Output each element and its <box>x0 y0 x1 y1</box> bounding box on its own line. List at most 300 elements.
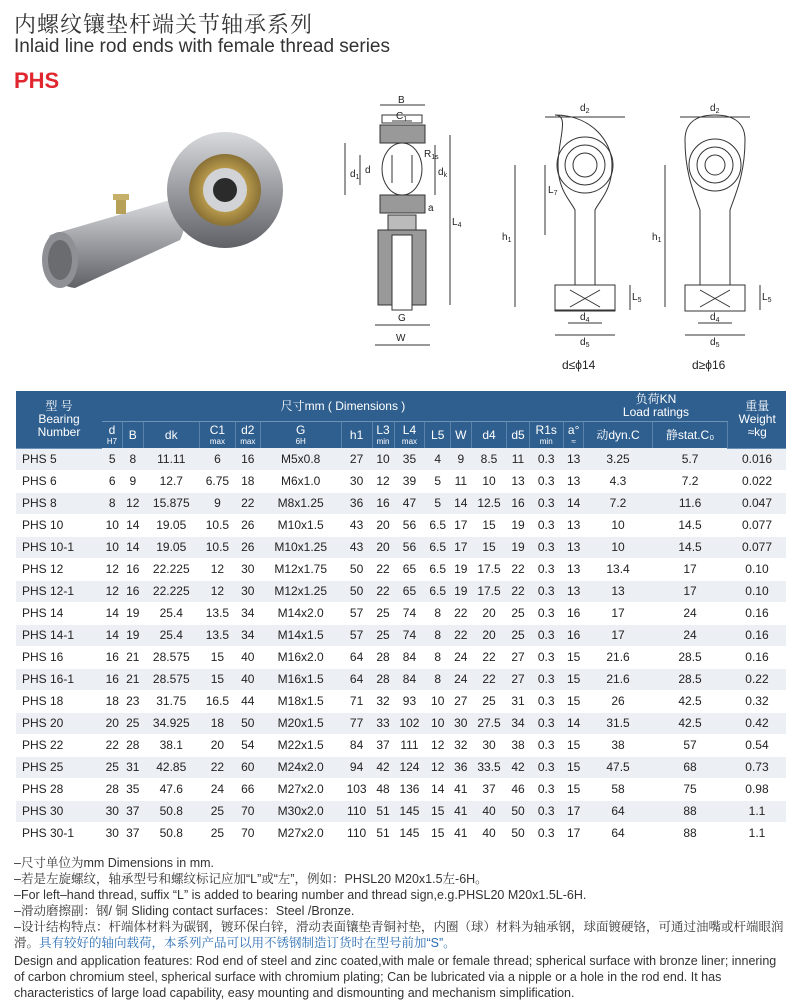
bearing-number-cell: PHS 6 <box>16 470 102 492</box>
table-cell: 50.8 <box>143 800 199 822</box>
table-cell: 75 <box>652 778 728 800</box>
table-cell: 4.3 <box>584 470 652 492</box>
bearing-number-cell: PHS 14 <box>16 602 102 624</box>
table-cell: 48 <box>372 778 394 800</box>
table-cell: 10 <box>584 536 652 558</box>
bearing-number-cell: PHS 5 <box>16 448 102 470</box>
table-cell: 56 <box>394 514 425 536</box>
table-cell: 50 <box>341 558 372 580</box>
table-cell: 17 <box>584 624 652 646</box>
table-cell: 14 <box>563 492 584 514</box>
table-cell: 0.022 <box>728 470 786 492</box>
table-cell: 25 <box>199 822 235 844</box>
table-row <box>16 514 786 536</box>
table-cell: 0.73 <box>728 756 786 778</box>
table-cell: 0.22 <box>728 668 786 690</box>
table-cell: 39 <box>394 470 425 492</box>
table-cell: 34 <box>507 712 529 734</box>
label-d2-right: $d_2$ <box>710 103 720 115</box>
table-cell: 12 <box>372 470 394 492</box>
table-cell: 14 <box>123 536 144 558</box>
table-cell: 26 <box>235 536 260 558</box>
table-row <box>16 668 786 690</box>
table-cell: 22 <box>451 624 472 646</box>
table-cell: 35 <box>394 448 425 470</box>
col-d4: d4 <box>471 422 507 448</box>
col-model: 型 号 Bearing Number <box>16 391 102 448</box>
table-cell: 54 <box>235 734 260 756</box>
table-cell: 17.5 <box>471 558 507 580</box>
table-cell: 24 <box>451 646 472 668</box>
table-cell: 25.4 <box>143 602 199 624</box>
table-cell: 8 <box>102 492 123 514</box>
table-cell: 84 <box>394 646 425 668</box>
label-d5-right: $d_5$ <box>710 337 720 349</box>
table-cell: 0.3 <box>529 536 563 558</box>
table-cell: 16 <box>102 646 123 668</box>
table-cell: 14 <box>123 514 144 536</box>
table-cell: 41 <box>451 778 472 800</box>
table-cell: 8 <box>123 448 144 470</box>
col-d5: d5 <box>507 422 529 448</box>
table-cell: 20 <box>471 624 507 646</box>
table-cell: 0.3 <box>529 558 563 580</box>
table-cell: 30 <box>235 580 260 602</box>
label-d5-left: $d_5$ <box>580 337 590 349</box>
table-cell: 15 <box>563 734 584 756</box>
table-cell: M6x1.0 <box>260 470 341 492</box>
table-cell: 6.5 <box>425 514 451 536</box>
table-cell: 22 <box>471 668 507 690</box>
table-cell: 34 <box>235 602 260 624</box>
table-cell: 64 <box>341 646 372 668</box>
table-cell: 16 <box>507 492 529 514</box>
table-cell: M12x1.75 <box>260 558 341 580</box>
note-contact-surfaces: –滑动磨擦副：钢/ 铜 Sliding contact surfaces：Steel /Bronze. <box>14 904 355 918</box>
table-cell: 13 <box>563 580 584 602</box>
table-cell: 13 <box>507 470 529 492</box>
table-cell: 145 <box>394 800 425 822</box>
table-cell: 33.5 <box>471 756 507 778</box>
table-cell: 110 <box>341 800 372 822</box>
table-cell: 0.3 <box>529 690 563 712</box>
col-a: a° ≈ <box>563 422 584 448</box>
table-cell: 10 <box>425 690 451 712</box>
table-cell: 15 <box>563 690 584 712</box>
table-cell: 47 <box>394 492 425 514</box>
table-cell: 0.98 <box>728 778 786 800</box>
table-cell: 24 <box>199 778 235 800</box>
table-cell: 31 <box>507 690 529 712</box>
table-cell: 8 <box>425 668 451 690</box>
table-cell: 30 <box>451 712 472 734</box>
table-cell: 12.7 <box>143 470 199 492</box>
table-cell: 20 <box>199 734 235 756</box>
caption-large: d≥ϕ16 <box>692 358 726 372</box>
table-row <box>16 580 786 602</box>
table-cell: 42 <box>507 756 529 778</box>
table-cell: 110 <box>341 822 372 844</box>
note-design-cn: –设计结构特点：杆端体材料为碳钢，镀环保白锌，滑动表面镶垫青铜衬垫，内圈（球）材料为轴承钢，球面镀硬铬，可通过油嘴或杆端眼润滑。具有较好的轴向载荷，本系列产品可以用不锈钢制造订货时在型号前加“S”。 <box>14 920 784 950</box>
table-cell: 64 <box>341 668 372 690</box>
col-load: 负荷KN Load ratings <box>584 391 728 422</box>
table-cell: 15 <box>563 778 584 800</box>
table-cell: 11.6 <box>652 492 728 514</box>
label-d2-left: $d_2$ <box>580 103 590 115</box>
col-L5: L5 <box>425 422 451 448</box>
table-cell: M27x2.0 <box>260 822 341 844</box>
table-cell: M5x0.8 <box>260 448 341 470</box>
label-C1: $C_1$ <box>396 111 408 123</box>
table-cell: 26 <box>235 514 260 536</box>
label-d4-left: $d_4$ <box>580 312 590 324</box>
table-cell: 20 <box>102 712 123 734</box>
label-R1s: $R_{1s}$ <box>424 149 439 161</box>
table-cell: 6 <box>102 470 123 492</box>
table-cell: 84 <box>394 668 425 690</box>
table-cell: 46 <box>507 778 529 800</box>
table-row <box>16 448 786 470</box>
table-cell: 0.3 <box>529 712 563 734</box>
table-cell: 16 <box>123 558 144 580</box>
bearing-number-cell: PHS 14-1 <box>16 624 102 646</box>
table-row <box>16 756 786 778</box>
label-h1-right: $h_1$ <box>652 232 662 244</box>
table-cell: 30 <box>471 734 507 756</box>
table-row <box>16 690 786 712</box>
table-cell: 50 <box>341 580 372 602</box>
table-cell: 44 <box>235 690 260 712</box>
table-cell: 94 <box>341 756 372 778</box>
table-cell: 58 <box>584 778 652 800</box>
col-L3: L3 min <box>372 422 394 448</box>
table-cell: 6 <box>199 448 235 470</box>
table-cell: 16 <box>102 668 123 690</box>
bearing-number-cell: PHS 10 <box>16 514 102 536</box>
table-cell: 0.3 <box>529 646 563 668</box>
table-cell: 30 <box>102 800 123 822</box>
label-G: G <box>398 313 406 324</box>
table-cell: 6.5 <box>425 580 451 602</box>
table-cell: 0.3 <box>529 778 563 800</box>
table-cell: 15 <box>425 822 451 844</box>
table-cell: 0.10 <box>728 558 786 580</box>
table-cell: 19 <box>123 624 144 646</box>
table-cell: 12 <box>199 580 235 602</box>
table-cell: 21 <box>123 668 144 690</box>
table-cell: 25 <box>507 602 529 624</box>
col-C1: C1 max <box>199 422 235 448</box>
table-cell: 6.5 <box>425 536 451 558</box>
table-cell: 0.077 <box>728 536 786 558</box>
col-weight: 重量 Weight ≈kg <box>728 391 786 448</box>
col-G: G 6H <box>260 422 341 448</box>
table-cell: 16 <box>372 492 394 514</box>
table-cell: 17.5 <box>471 580 507 602</box>
table-cell: 33 <box>372 712 394 734</box>
table-cell: 0.16 <box>728 602 786 624</box>
label-B: B <box>398 95 405 106</box>
bearing-number-cell: PHS 30 <box>16 800 102 822</box>
table-cell: 22.225 <box>143 558 199 580</box>
table-cell: 93 <box>394 690 425 712</box>
label-a: a <box>428 203 434 214</box>
notes <box>14 855 789 1001</box>
table-cell: M16x1.5 <box>260 668 341 690</box>
table-cell: 27 <box>341 448 372 470</box>
table-cell: 38.1 <box>143 734 199 756</box>
table-cell: 5 <box>425 492 451 514</box>
table-cell: 19 <box>123 602 144 624</box>
table-cell: 31 <box>123 756 144 778</box>
table-cell: 15 <box>199 668 235 690</box>
table-cell: 5 <box>425 470 451 492</box>
bearing-number-cell: PHS 18 <box>16 690 102 712</box>
table-cell: 25 <box>199 800 235 822</box>
table-cell: M18x1.5 <box>260 690 341 712</box>
note-left-thread-en: –For left–hand thread, suffix “L” is added to bearing number and thread sign,e.g.PHSL20 M20x1.5L-6H. <box>14 888 587 902</box>
table-cell: 15 <box>563 756 584 778</box>
label-dk: $d_k$ <box>438 167 448 179</box>
table-cell: 9 <box>451 448 472 470</box>
table-cell: 24 <box>652 624 728 646</box>
technical-drawings <box>340 95 790 385</box>
table-cell: 25 <box>372 602 394 624</box>
spec-table <box>16 391 786 845</box>
table-cell: 27 <box>451 690 472 712</box>
table-cell: 124 <box>394 756 425 778</box>
table-cell: 8 <box>425 602 451 624</box>
table-cell: 0.3 <box>529 514 563 536</box>
table-cell: 21 <box>123 646 144 668</box>
table-cell: 27.5 <box>471 712 507 734</box>
table-cell: 74 <box>394 624 425 646</box>
table-cell: 103 <box>341 778 372 800</box>
table-cell: 0.16 <box>728 624 786 646</box>
table-cell: 16 <box>123 580 144 602</box>
table-cell: 16 <box>563 602 584 624</box>
table-cell: 14 <box>451 492 472 514</box>
table-cell: 22 <box>451 602 472 624</box>
table-cell: 12 <box>425 756 451 778</box>
table-row <box>16 536 786 558</box>
table-cell: 40 <box>471 822 507 844</box>
table-cell: 17 <box>563 822 584 844</box>
table-cell: 25 <box>507 624 529 646</box>
table-row <box>16 602 786 624</box>
table-cell: 5.7 <box>652 448 728 470</box>
col-R1s: R1s min <box>529 422 563 448</box>
table-cell: 0.016 <box>728 448 786 470</box>
table-cell: 19 <box>507 514 529 536</box>
table-cell: 42.85 <box>143 756 199 778</box>
page-title-en: Inlaid line rod ends with female thread series <box>14 36 390 57</box>
table-cell: 65 <box>394 558 425 580</box>
table-cell: M14x1.5 <box>260 624 341 646</box>
col-d2: d2 max <box>235 422 260 448</box>
table-cell: 74 <box>394 602 425 624</box>
table-cell: 10.5 <box>199 536 235 558</box>
table-cell: 7.2 <box>584 492 652 514</box>
table-cell: 145 <box>394 822 425 844</box>
table-cell: 0.3 <box>529 756 563 778</box>
table-cell: 17 <box>584 602 652 624</box>
table-cell: 20 <box>471 602 507 624</box>
table-cell: 10 <box>584 514 652 536</box>
table-cell: 0.3 <box>529 492 563 514</box>
bearing-number-cell: PHS 16-1 <box>16 668 102 690</box>
table-cell: 16 <box>235 448 260 470</box>
table-cell: 28 <box>102 778 123 800</box>
table-cell: 9 <box>199 492 235 514</box>
table-cell: 0.3 <box>529 734 563 756</box>
table-cell: M22x1.5 <box>260 734 341 756</box>
table-cell: 42.5 <box>652 712 728 734</box>
table-cell: 14.5 <box>652 514 728 536</box>
table-cell: 35 <box>123 778 144 800</box>
table-cell: 11.11 <box>143 448 199 470</box>
table-cell: 0.3 <box>529 448 563 470</box>
table-cell: 11 <box>451 470 472 492</box>
table-cell: 88 <box>652 822 728 844</box>
table-cell: 27 <box>507 646 529 668</box>
table-cell: 57 <box>341 602 372 624</box>
table-cell: 34.925 <box>143 712 199 734</box>
section-view <box>345 95 462 345</box>
table-row <box>16 800 786 822</box>
table-row <box>16 778 786 800</box>
table-cell: 0.42 <box>728 712 786 734</box>
table-cell: M20x1.5 <box>260 712 341 734</box>
note-left-thread-cn: –若是左旋螺纹，轴承型号和螺纹标记应加“L”或“左”，例如：PHSL20 M20x1.5左-6H。 <box>14 872 488 886</box>
table-cell: M30x2.0 <box>260 800 341 822</box>
table-cell: 64 <box>584 822 652 844</box>
table-cell: 14 <box>102 624 123 646</box>
table-cell: 50 <box>507 822 529 844</box>
table-cell: 11 <box>507 448 529 470</box>
col-dyn: 动dyn.C <box>584 422 652 448</box>
table-cell: 70 <box>235 800 260 822</box>
table-cell: 0.32 <box>728 690 786 712</box>
table-cell: 20 <box>372 536 394 558</box>
table-cell: 36 <box>341 492 372 514</box>
table-cell: 10 <box>372 448 394 470</box>
table-cell: 51 <box>372 822 394 844</box>
table-cell: 15 <box>199 646 235 668</box>
table-cell: 16.5 <box>199 690 235 712</box>
table-cell: 15 <box>471 514 507 536</box>
table-cell: 31.75 <box>143 690 199 712</box>
table-cell: 77 <box>341 712 372 734</box>
table-cell: 18 <box>199 712 235 734</box>
table-cell: 25 <box>123 712 144 734</box>
page-title-cn: 内螺纹镶垫杆端关节轴承系列 <box>14 12 314 37</box>
table-cell: 22 <box>372 558 394 580</box>
table-cell: 0.047 <box>728 492 786 514</box>
table-cell: M24x2.0 <box>260 756 341 778</box>
table-cell: 37 <box>123 800 144 822</box>
table-cell: 13 <box>563 558 584 580</box>
table-row <box>16 712 786 734</box>
table-row <box>16 470 786 492</box>
col-W: W <box>451 422 472 448</box>
table-cell: 38 <box>507 734 529 756</box>
table-cell: 19 <box>507 536 529 558</box>
bearing-number-cell: PHS 12-1 <box>16 580 102 602</box>
table-cell: 15 <box>563 668 584 690</box>
table-cell: 12 <box>199 558 235 580</box>
table-cell: 17 <box>451 536 472 558</box>
note-design-en: Design and application features: Rod end of steel and zinc coated,with male or female thread; spherical surface with bronze liner; innering of carbon chromium steel, spherical surface with chromium plating; Can be lubricated via a nipple or a hole in the rod end. It has characteristics of large load capability, easy mounting and dismounting and mechanism simplification. <box>14 954 777 1000</box>
bearing-number-cell: PHS 28 <box>16 778 102 800</box>
table-cell: 50 <box>507 800 529 822</box>
table-cell: 0.3 <box>529 624 563 646</box>
table-cell: 88 <box>652 800 728 822</box>
table-cell: 24 <box>451 668 472 690</box>
table-cell: 12 <box>102 580 123 602</box>
table-cell: 15.875 <box>143 492 199 514</box>
table-cell: 47.5 <box>584 756 652 778</box>
table-cell: 21.6 <box>584 646 652 668</box>
table-cell: 17 <box>652 580 728 602</box>
table-cell: 16 <box>563 624 584 646</box>
table-cell: 50.8 <box>143 822 199 844</box>
table-cell: 7.2 <box>652 470 728 492</box>
bearing-number-cell: PHS 16 <box>16 646 102 668</box>
bearing-number-cell: PHS 20 <box>16 712 102 734</box>
table-cell: M27x2.0 <box>260 778 341 800</box>
table-cell: 17 <box>652 558 728 580</box>
table-cell: 47.6 <box>143 778 199 800</box>
table-cell: 0.3 <box>529 822 563 844</box>
table-cell: 43 <box>341 514 372 536</box>
table-cell: 111 <box>394 734 425 756</box>
table-cell: 10 <box>425 712 451 734</box>
table-cell: 18 <box>102 690 123 712</box>
table-cell: 136 <box>394 778 425 800</box>
table-cell: 14 <box>425 778 451 800</box>
table-cell: 32 <box>451 734 472 756</box>
table-cell: 28.5 <box>652 668 728 690</box>
table-cell: 102 <box>394 712 425 734</box>
table-cell: 31.5 <box>584 712 652 734</box>
table-cell: 28 <box>123 734 144 756</box>
table-cell: 20 <box>372 514 394 536</box>
rod-end-photo <box>30 120 290 320</box>
table-cell: 28 <box>372 646 394 668</box>
table-row <box>16 624 786 646</box>
table-cell: 0.3 <box>529 668 563 690</box>
table-cell: 25.4 <box>143 624 199 646</box>
table-cell: 30 <box>235 558 260 580</box>
table-cell: 28.575 <box>143 646 199 668</box>
table-cell: 10.5 <box>199 514 235 536</box>
table-cell: 40 <box>235 646 260 668</box>
table-cell: 25 <box>372 624 394 646</box>
table-cell: 0.3 <box>529 602 563 624</box>
table-cell: 13 <box>563 536 584 558</box>
table-cell: 34 <box>235 624 260 646</box>
table-cell: 22 <box>507 580 529 602</box>
table-cell: M16x2.0 <box>260 646 341 668</box>
label-d1: $d_1$ <box>350 169 360 181</box>
series-model: PHS <box>14 68 60 93</box>
table-cell: 28.575 <box>143 668 199 690</box>
table-cell: M10x1.5 <box>260 514 341 536</box>
table-cell: 0.3 <box>529 580 563 602</box>
table-cell: 51 <box>372 800 394 822</box>
table-cell: 6.5 <box>425 558 451 580</box>
